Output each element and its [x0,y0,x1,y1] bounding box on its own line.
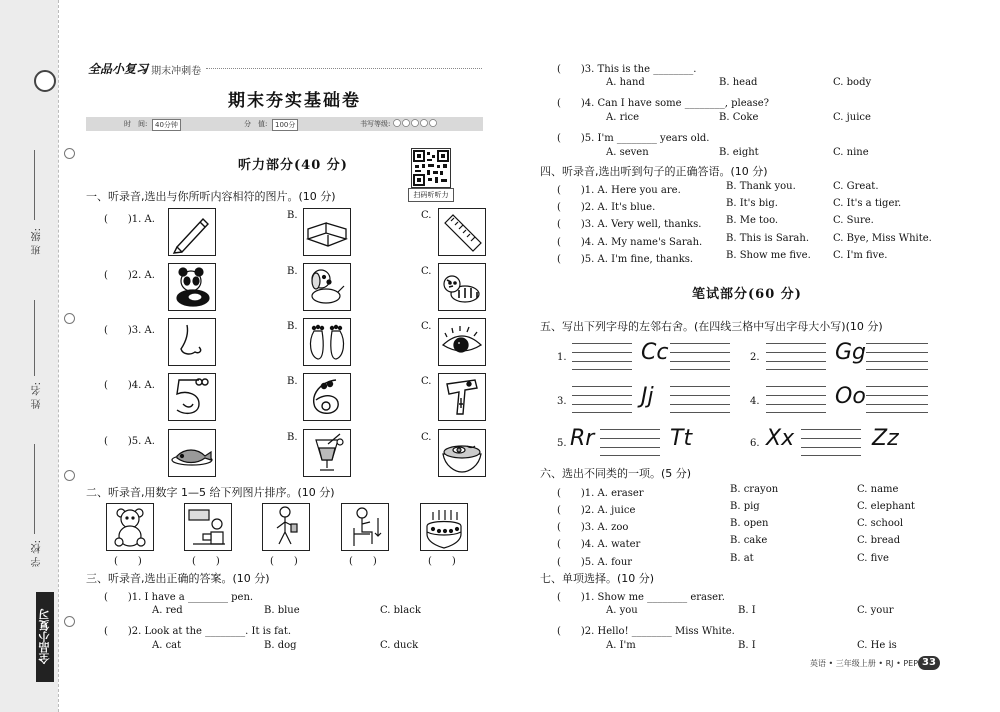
s6-q4-c[interactable]: C. bread [857,535,901,546]
four-line-blank[interactable] [801,429,861,456]
option-c-label: C. [421,321,432,332]
juice-icon[interactable] [303,429,351,477]
binding-hole-icon [64,313,75,324]
time-value: 40分钟 [152,119,181,131]
listening-heading: 听力部分(40 分) [238,158,348,173]
fish-icon[interactable] [168,429,216,477]
class-field-line[interactable] [34,150,35,220]
section-3-title: 三、听录音,选出正确的答案。(10 分) [86,572,270,585]
s5-q5-number: 5. [557,438,567,449]
page-number: 33 [918,656,940,670]
option-b-label: B. [287,321,298,332]
s4-q2[interactable]: ( )2. A. It's blue. [557,202,656,213]
page-title: 期末夯实基础卷 [228,91,361,111]
s4-q4-b[interactable]: B. This is Sarah. [726,233,810,244]
s3-q2-c[interactable]: C. duck [380,640,419,651]
cake-icon[interactable] [420,503,468,551]
s6-q2-c[interactable]: C. elephant [857,501,915,512]
s5-q5-letter-1: Rr [570,426,595,451]
s5-q1-letter: Cc [641,340,669,365]
option-b-label: B. [287,376,298,387]
s4-q2-c[interactable]: C. It's a tiger. [833,198,902,209]
s3-q1-b[interactable]: B. blue [264,605,300,616]
s3-q1: ( )1. I have a ________ pen. [104,592,254,603]
class-label: 班 级: [32,228,43,255]
s6-q4-b[interactable]: B. cake [730,535,768,546]
option-c-label: C. [421,376,432,387]
s3-q3-c[interactable]: C. body [833,77,872,88]
s6-q2[interactable]: ( )2. A. juice [557,505,636,516]
binding-hole-icon [64,470,75,481]
boy-sitting-icon[interactable] [341,503,389,551]
s5-q6-number: 6. [750,438,760,449]
order-blank[interactable]: ( ) [270,556,298,567]
teddy-bear-icon[interactable] [106,503,154,551]
feet-icon[interactable] [303,318,351,366]
s6-q1-b[interactable]: B. crayon [730,484,779,495]
s4-q3-b[interactable]: B. Me too. [726,215,779,226]
s6-q1[interactable]: ( )1. A. eraser [557,488,644,499]
s3-q2-b[interactable]: B. dog [264,640,297,651]
s5-q6-letter-2: Zz [872,426,899,451]
s7-q2-b[interactable]: B. I [738,640,756,651]
s4-q1-c[interactable]: C. Great. [833,181,879,192]
dog-icon[interactable] [303,263,351,311]
s3-q1-a[interactable]: A. red [152,605,183,616]
s6-q5-c[interactable]: C. five [857,553,889,564]
s3-q2-a[interactable]: A. cat [152,640,182,651]
ruler-icon[interactable] [438,208,486,256]
s4-q1-b[interactable]: B. Thank you. [726,181,796,192]
s7-q1-c[interactable]: C. your [857,605,894,616]
s7-q2-c[interactable]: C. He is [857,640,897,651]
s5-q3-letter: Jj [641,384,654,409]
four-line-blank[interactable] [866,343,928,370]
s4-q5-b[interactable]: B. Show me five. [726,250,811,261]
binding-hole-icon [64,616,75,627]
strip-brand-logo: 全品小复习 [36,592,54,682]
s7-q2-a[interactable]: A. I'm [606,640,636,651]
four-line-blank[interactable] [572,343,632,370]
s3-q3: ( )3. This is the ________. [557,64,697,75]
s6-q1-c[interactable]: C. name [857,484,899,495]
binding-dashed-line [58,0,59,712]
s6-q5-b[interactable]: B. at [730,553,754,564]
order-blank[interactable]: ( ) [349,556,377,567]
four-line-blank[interactable] [866,386,928,413]
noodles-icon[interactable] [438,429,486,477]
option-b-label: B. [287,210,298,221]
s3-q4: ( )4. Can I have some ________, please? [557,98,770,109]
s5-q3-number: 3. [557,396,567,407]
footer-book-label: 英语 • 三年级上册 • RJ • PEP [810,659,919,668]
book-icon[interactable] [303,208,351,256]
section-7-title: 七、单项选择。(10 分) [540,572,655,585]
s4-q5[interactable]: ( )5. A. I'm fine, thanks. [557,254,694,265]
section-5-title: 五、写出下列字母的左邻右舍。(在四线三格中写出字母大小写)(10 分) [540,320,883,333]
s4-q5-c[interactable]: C. I'm five. [833,250,888,261]
s1-q3-number: ( )3. A. [104,325,155,336]
s7-q1-b[interactable]: B. I [738,605,756,616]
info-bar [86,117,483,131]
s5-q2-number: 2. [750,352,760,363]
option-b-label: B. [287,266,298,277]
s5-q4-letter: Oo [835,384,866,409]
four-line-blank[interactable] [766,386,826,413]
four-line-blank[interactable] [670,343,730,370]
s4-q1[interactable]: ( )1. A. Here you are. [557,185,681,196]
boy-walking-icon[interactable] [262,503,310,551]
nose-icon[interactable] [168,318,216,366]
s4-q3[interactable]: ( )3. A. Very well, thanks. [557,219,702,230]
option-b-label: B. [287,432,298,443]
s6-q2-b[interactable]: B. pig [730,501,760,512]
s3-q3-b[interactable]: B. head [719,77,758,88]
s6-q3-b[interactable]: B. open [730,518,769,529]
writing-grade-stars-icon[interactable] [392,118,438,128]
school-field-line[interactable] [34,444,35,534]
score-label: 分 值: [244,120,268,128]
score-value: 100分 [272,119,298,131]
tiger-icon[interactable] [438,263,486,311]
s3-q5: ( )5. I'm ________ years old. [557,133,710,144]
s3-q4-b[interactable]: B. Coke [719,112,759,123]
name-label: 姓 名: [32,382,43,409]
s6-q4[interactable]: ( )4. A. water [557,539,641,550]
pencil-icon[interactable] [168,208,216,256]
s1-q4-number: ( )4. A. [104,380,155,391]
qr-label: 扫码听听力 [408,188,454,202]
s5-q2-letter: Gg [835,340,867,365]
school-label: 学 校: [32,540,43,567]
s5-q4-number: 4. [750,396,760,407]
series-label: • 期末冲刺卷 [142,66,202,77]
s7-q1: ( )1. Show me ________ eraser. [557,592,725,603]
four-line-blank[interactable] [670,386,730,413]
number-5-icon[interactable] [168,373,216,421]
s4-q4-c[interactable]: C. Bye, Miss White. [833,233,932,244]
s3-q1-c[interactable]: C. black [380,605,421,616]
s5-q1-number: 1. [557,352,567,363]
section-6-title: 六、选出不同类的一项。(5 分) [540,467,692,480]
s4-q3-c[interactable]: C. Sure. [833,215,874,226]
s6-q3[interactable]: ( )3. A. zoo [557,522,629,533]
panda-icon[interactable] [168,263,216,311]
number-4-icon[interactable] [438,373,486,421]
section-4-title: 四、听录音,选出听到句子的正确答语。(10 分) [540,165,768,178]
option-c-label: C. [421,210,432,221]
s4-q4[interactable]: ( )4. A. My name's Sarah. [557,237,703,248]
eye-icon[interactable] [438,318,486,366]
s3-q4-a[interactable]: A. rice [606,112,640,123]
option-c-label: C. [421,432,432,443]
order-blank[interactable]: ( ) [192,556,220,567]
time-label: 时 间: [124,120,148,128]
qr-code-icon[interactable] [411,148,451,188]
s3-q4-c[interactable]: C. juice [833,112,871,123]
four-line-blank[interactable] [766,343,826,370]
s3-q5-a[interactable]: A. seven [606,147,649,158]
order-blank[interactable]: ( ) [428,556,456,567]
writing-grade-label: 书写等级: [360,120,391,128]
s3-q2: ( )2. Look at the ________. It is fat. [104,626,292,637]
order-blank[interactable]: ( ) [114,556,142,567]
s1-q1-number: ( )1. A. [104,214,155,225]
s3-q5-c[interactable]: C. nine [833,147,869,158]
option-c-label: C. [421,266,432,277]
four-line-blank[interactable] [600,429,660,456]
section-2-title: 二、听录音,用数字 1—5 给下列图片排序。(10 分) [86,486,335,499]
four-line-blank[interactable] [572,386,632,413]
s6-q3-c[interactable]: C. school [857,518,904,529]
s5-q5-letter-2: Tt [670,426,693,451]
name-field-line[interactable] [34,300,35,376]
header-divider [206,68,482,69]
s1-q2-number: ( )2. A. [104,270,155,281]
brand-logo: 全品小复习 [88,62,149,76]
s3-q3-a[interactable]: A. hand [606,77,645,88]
s3-q5-b[interactable]: B. eight [719,147,759,158]
writing-heading: 笔试部分(60 分) [692,287,802,302]
s5-q6-letter-1: Xx [766,426,795,451]
boy-reading-icon[interactable] [184,503,232,551]
s7-q1-a[interactable]: A. you [606,605,638,616]
section-1-title: 一、听录音,选出与你所听内容相符的图片。(10 分) [86,190,336,203]
s7-q2: ( )2. Hello! ________ Miss White. [557,626,735,637]
s6-q5[interactable]: ( )5. A. four [557,557,633,568]
binding-hole-icon [64,148,75,159]
s4-q2-b[interactable]: B. It's big. [726,198,778,209]
medal-icon [34,70,56,92]
number-6-icon[interactable] [303,373,351,421]
s1-q5-number: ( )5. A. [104,436,155,447]
